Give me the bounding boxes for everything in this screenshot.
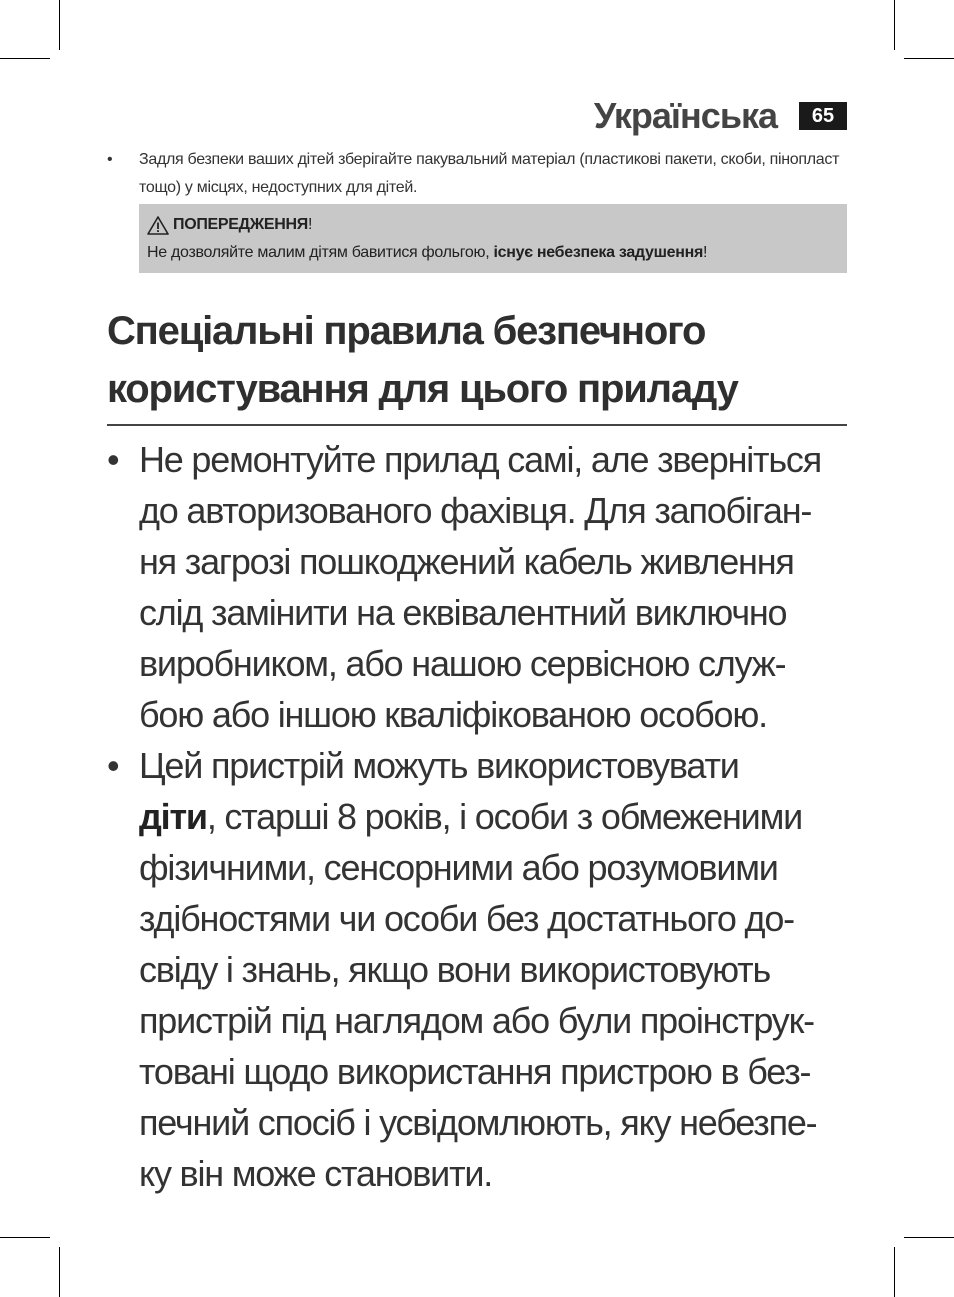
rule-line: ку він може становити. xyxy=(139,1153,493,1194)
rule-line: товані щодо використання пристрою в без- xyxy=(139,1051,811,1092)
rule-line: слід замінити на еквівалентний виключно xyxy=(139,592,787,633)
warning-title-row xyxy=(147,211,839,239)
rule-line-rest: , старші 8 років, і особи з обмеженими xyxy=(206,796,803,837)
crop-mark xyxy=(904,1237,954,1238)
warning-title-suffix: ! xyxy=(308,216,313,233)
crop-mark xyxy=(894,1247,895,1297)
list-item xyxy=(107,434,852,740)
rule-line: до авторизованого фахівця. Для запобіган- xyxy=(139,490,812,531)
section-heading xyxy=(107,302,847,426)
warning-box xyxy=(139,204,847,273)
rule-line: здібностями чи особи без достатнього до- xyxy=(139,898,794,939)
bullet-icon: • xyxy=(107,745,119,786)
warning-text-bold: існує небезпека задушення xyxy=(493,244,703,261)
rule-line: виробником, або нашою сервісною служ- xyxy=(139,643,786,684)
crop-mark xyxy=(0,1237,50,1238)
warning-text-start: Не дозволяйте малим дітям бавитися фольгою, xyxy=(147,244,494,261)
page-header xyxy=(594,96,847,136)
rule-line: свіду і знань, якщо вони використовують xyxy=(139,949,771,990)
rule-bold-word: діти xyxy=(139,796,207,837)
rule-line: пристрій під наглядом або були проінструк- xyxy=(139,1000,814,1041)
crop-mark xyxy=(0,58,50,59)
crop-mark xyxy=(894,0,895,50)
section-heading-line: користування для цього приладу xyxy=(107,367,738,411)
warning-text-end: ! xyxy=(702,244,708,261)
intro-bullet-text: Задля безпеки ваших дітей зберігайте пакувальний матеріал (пластикові пакети, скоби, пінопласт тощо) у місцях, недоступних для дітей. xyxy=(139,151,840,196)
safety-rules-list xyxy=(107,434,852,1199)
intro-bullet xyxy=(107,146,847,202)
list-item xyxy=(107,740,852,1199)
warning-text xyxy=(147,239,839,267)
bullet-icon: • xyxy=(107,439,119,480)
rule-line: ня загрозі пошкоджений кабель живлення xyxy=(139,541,794,582)
rule-line xyxy=(139,791,852,842)
section-heading-line: Спеціальні правила безпечного xyxy=(107,309,706,353)
rule-line: печний спосіб і усвідомлюють, яку небезпе- xyxy=(139,1102,817,1143)
crop-mark xyxy=(59,0,60,50)
rule-line: Цей пристрій можуть використовувати xyxy=(139,745,739,786)
crop-mark xyxy=(904,58,954,59)
crop-mark xyxy=(59,1247,60,1297)
rule-line: фізичними, сенсорними або розумовими xyxy=(139,847,778,888)
bullet-icon: • xyxy=(107,151,113,168)
rule-line: бою або іншою кваліфікованою особою. xyxy=(139,694,767,735)
warning-triangle-icon xyxy=(147,216,169,235)
language-label: Українська xyxy=(593,95,777,136)
page-number: 65 xyxy=(799,102,847,130)
warning-title: ПОПЕРЕДЖЕННЯ xyxy=(173,216,309,233)
rule-line: Не ремонтуйте прилад самі, але зверніться xyxy=(139,439,821,480)
